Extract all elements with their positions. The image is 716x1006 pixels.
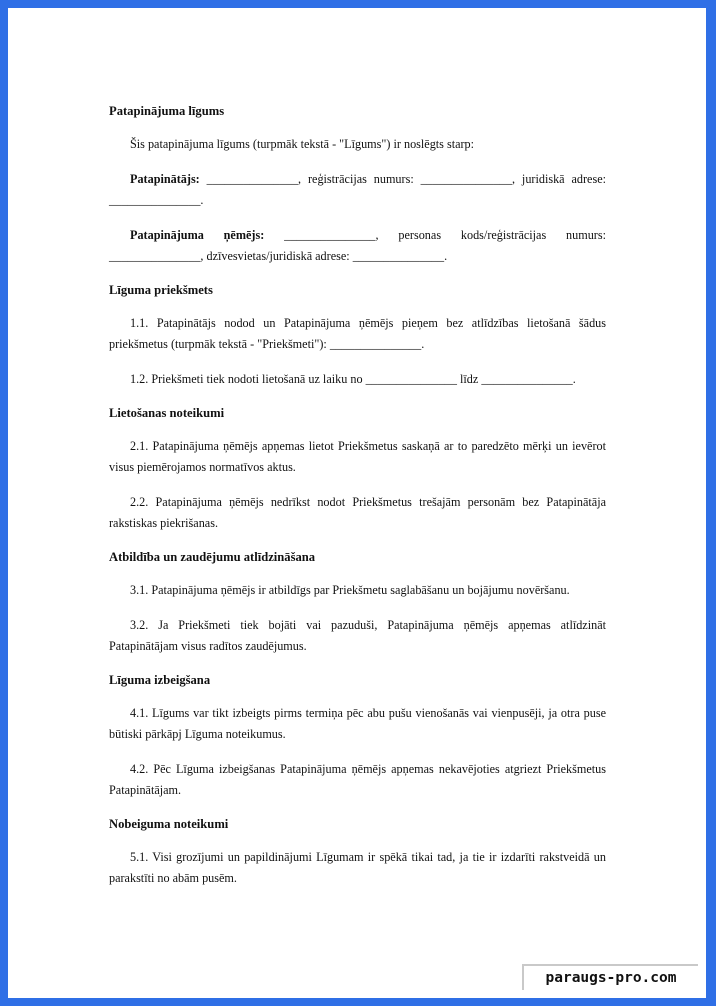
section-heading: Līguma priekšmets: [109, 283, 213, 297]
clause-4-1: 4.1. Līgums var tikt izbeigts pirms termiņa pēc abu pušu vienošanās vai vienpusēji, ja otra puse būtiski pārkāpj Līguma noteikumus.: [109, 706, 606, 741]
clause-3-1: 3.1. Patapinājuma ņēmējs ir atbildīgs par Priekšmetu saglabāšanu un bojājumu novēršanu.: [130, 583, 570, 597]
clause-5-1: 5.1. Visi grozījumi un papildinājumi Līgumam ir spēkā tikai tad, ja tie ir izdarīti rakstveidā un parakstīti no abām pusēm.: [109, 850, 606, 885]
document-content: [109, 102, 606, 903]
borrower-text: _______________, personas kods/reģistrācijas numurs: _______________, dzīvesvietas/juridiskā adrese: _______________.: [109, 228, 606, 263]
borrower-label: Patapinājuma ņēmējs:: [130, 228, 265, 242]
lender-paragraph: [109, 169, 606, 211]
lender-label: Patapinātājs:: [130, 172, 200, 186]
document-page: [8, 8, 706, 998]
clause-3-2: 3.2. Ja Priekšmeti tiek bojāti vai pazuduši, Patapinājuma ņēmējs apņemas atlīdzināt Patapinātājam visus radītos zaudējumus.: [109, 618, 606, 653]
watermark-badge: paraugs-pro.com: [522, 964, 698, 990]
clause-1-2: 1.2. Priekšmeti tiek nodoti lietošanā uz laiku no _______________ līdz _______________.: [130, 372, 576, 386]
section-heading: Līguma izbeigšana: [109, 673, 211, 687]
clause-2-2: 2.2. Patapinājuma ņēmējs nedrīkst nodot Priekšmetus trešajām personām bez Patapinātāja rakstiskas piekrišanas.: [109, 495, 606, 530]
section-heading: Nobeiguma noteikumi: [109, 817, 229, 831]
clause-1-1: 1.1. Patapinātājs nodod un Patapinājuma ņēmējs pieņem bez atlīdzības lietošanā šādus priekšmetus (turpmāk tekstā - "Priekšmeti"): _______________.: [109, 316, 606, 351]
clause-2-1: 2.1. Patapinājuma ņēmējs apņemas lietot Priekšmetus saskaņā ar to paredzēto mērķi un ievērot visus piemērojamos normatīvos aktus.: [109, 439, 606, 474]
intro-paragraph: Šis patapinājuma līgums (turpmāk tekstā - "Līgums") ir noslēgts starp:: [130, 137, 475, 151]
clause-4-2: 4.2. Pēc Līguma izbeigšanas Patapinājuma ņēmējs apņemas nekavējoties atgriezt Priekšmetus Patapinātājam.: [109, 762, 606, 797]
section-heading: Lietošanas noteikumi: [109, 406, 225, 420]
borrower-paragraph: [109, 225, 606, 267]
document-title: Patapinājuma līgums: [109, 104, 225, 118]
lender-text: _______________, reģistrācijas numurs: _______________, juridiskā adrese: _______________.: [109, 172, 606, 207]
section-heading: Atbildība un zaudējumu atlīdzināšana: [109, 550, 316, 564]
